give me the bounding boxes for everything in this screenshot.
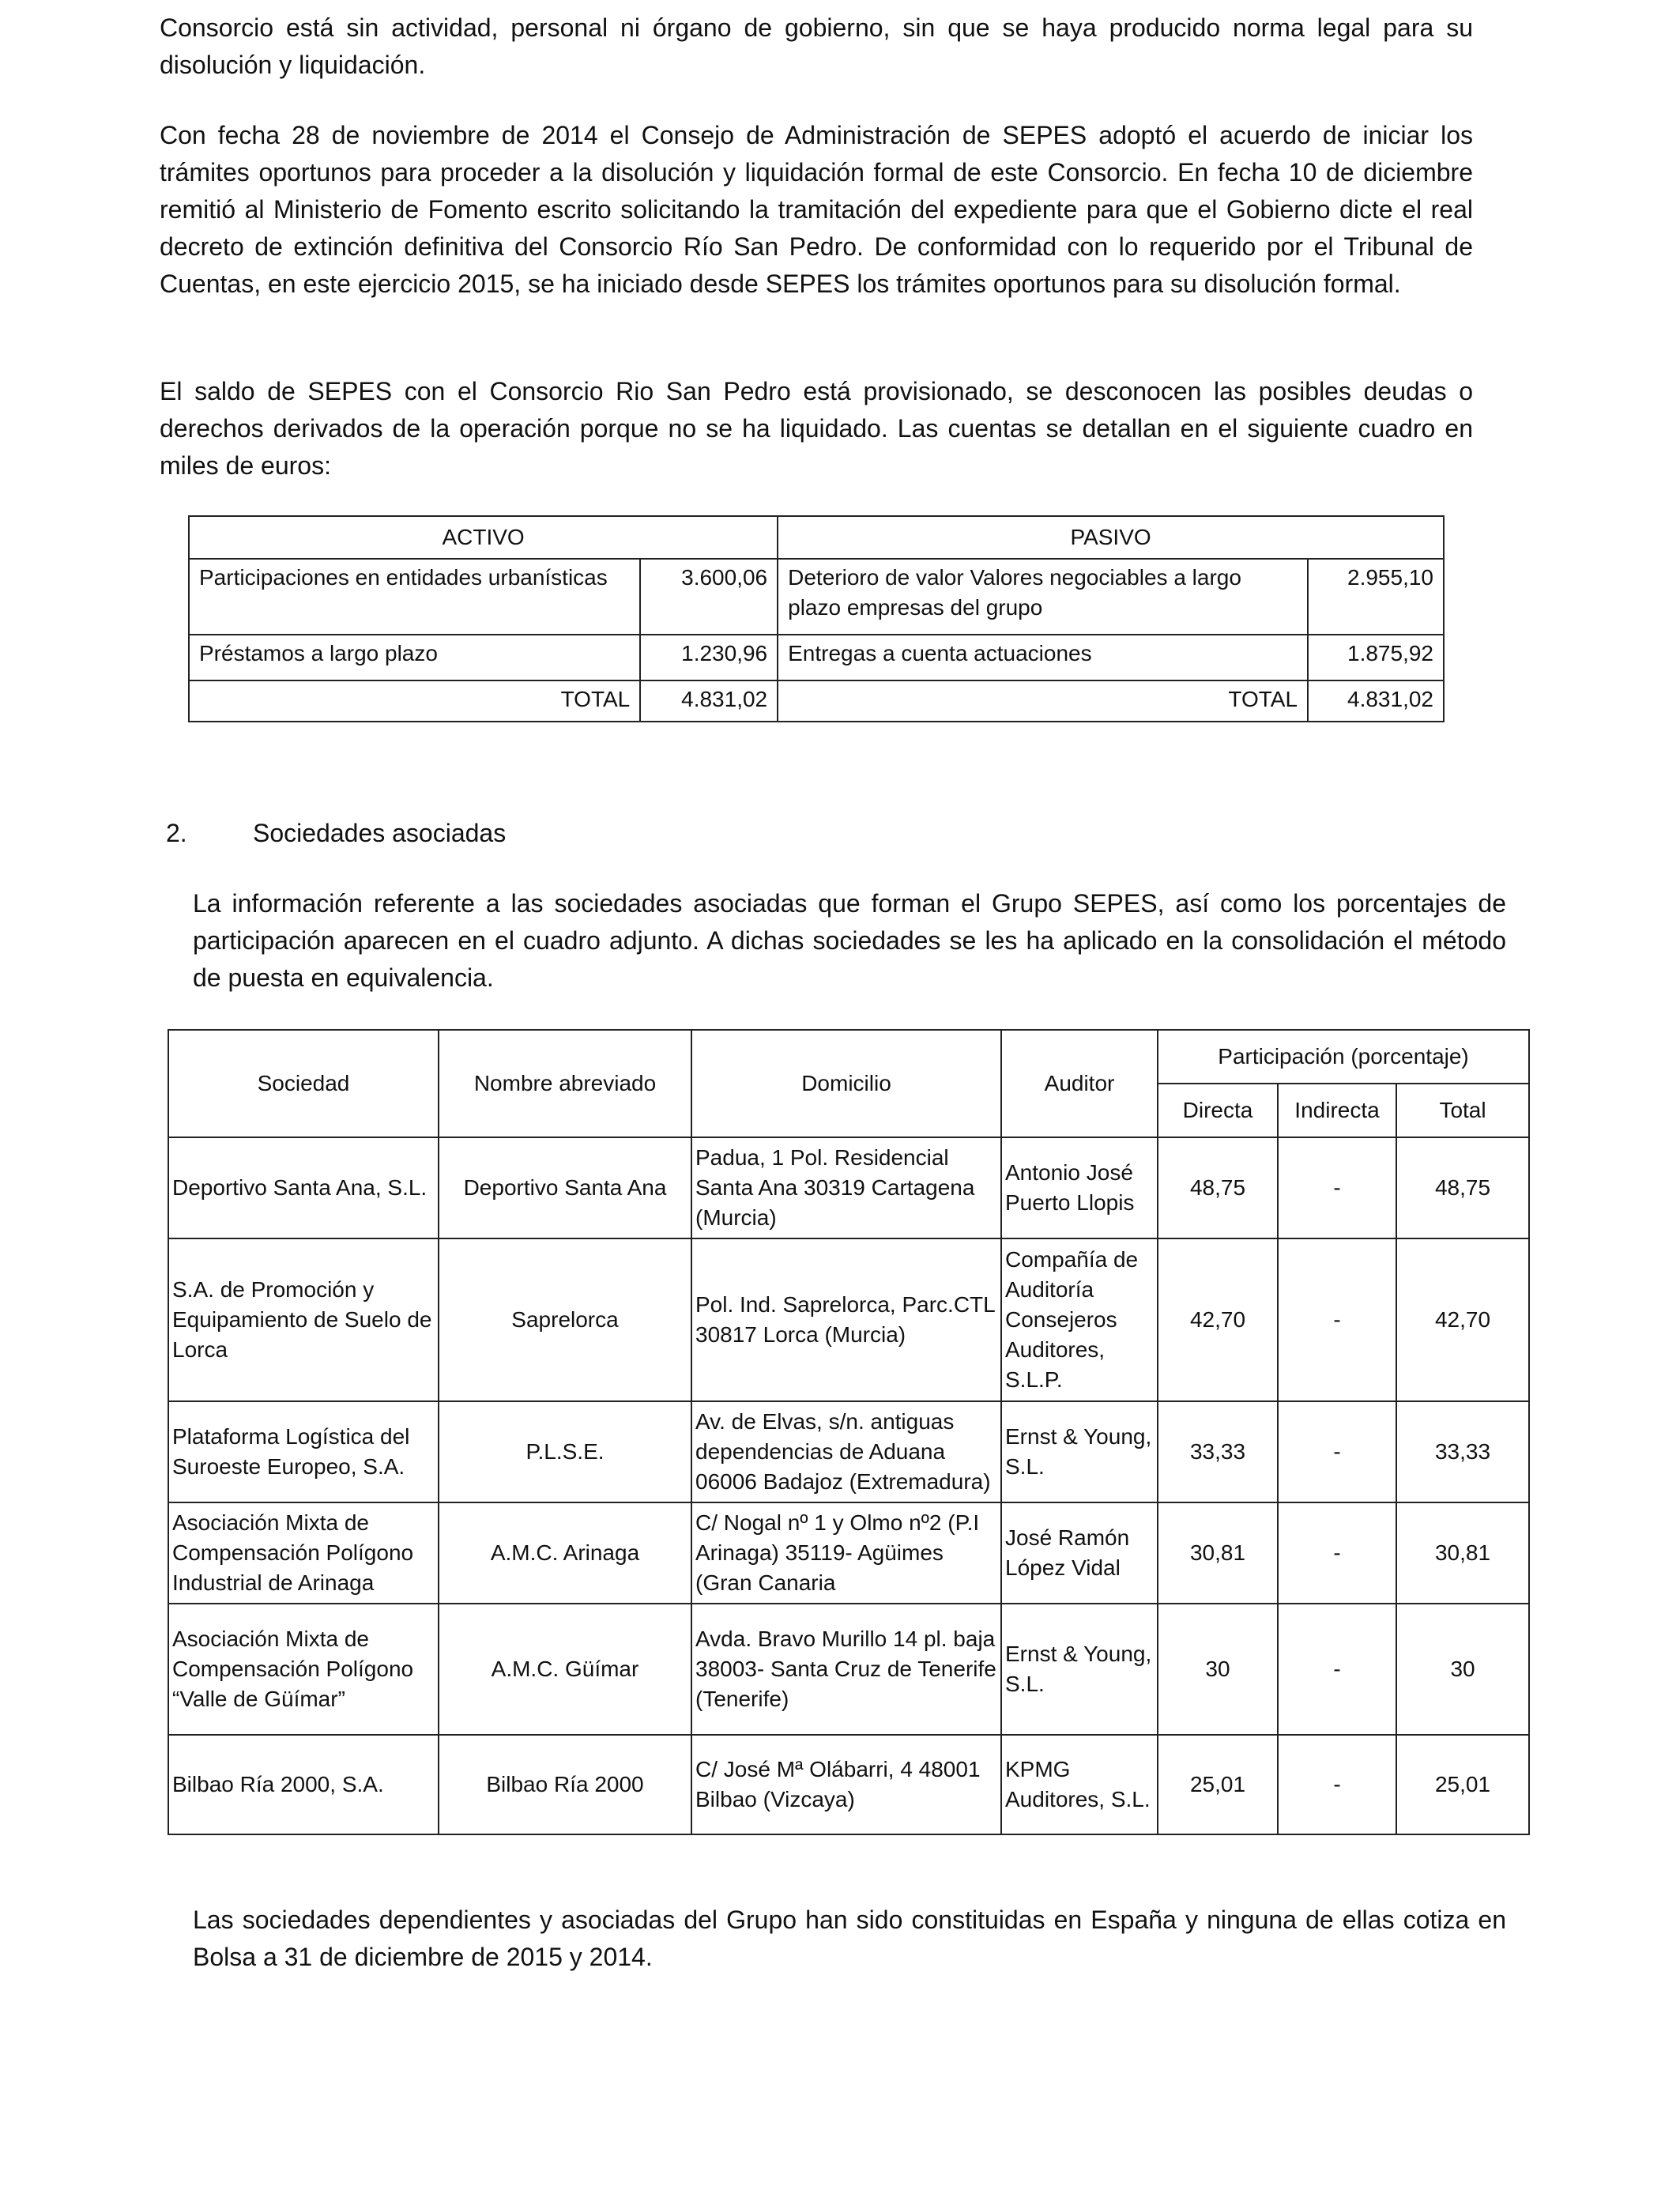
cell-nombre: P.L.S.E. <box>439 1401 691 1502</box>
cell-indirecta: - <box>1278 1502 1396 1604</box>
activo-value: 3.600,06 <box>640 559 778 635</box>
cell-sociedad: Asociación Mixta de Compensación Polígono Industrial de Arinaga <box>168 1502 439 1604</box>
pasivo-header: PASIVO <box>778 516 1444 559</box>
cell-total: 30,81 <box>1396 1502 1529 1604</box>
pasivo-total-label: TOTAL <box>778 680 1308 722</box>
pasivo-value: 2.955,10 <box>1308 559 1444 635</box>
header-participacion: Participación (porcentaje) <box>1158 1030 1529 1084</box>
cell-total: 48,75 <box>1396 1137 1529 1238</box>
table-row <box>168 1137 1529 1238</box>
cell-total: 30 <box>1396 1604 1529 1735</box>
pasivo-total-value: 4.831,02 <box>1308 680 1444 722</box>
paragraph-consorcio-status: Consorcio está sin actividad, personal ni órgano de gobierno, sin que se haya producido norma legal para su disolución y liquidación. <box>160 13 1473 79</box>
cell-sociedad: Bilbao Ría 2000, S.A. <box>168 1735 439 1834</box>
cell-nombre: Bilbao Ría 2000 <box>439 1735 691 1834</box>
cell-auditor: Compañía de Auditoría Consejeros Auditores, S.L.P. <box>1001 1238 1158 1401</box>
pasivo-label: Entregas a cuenta actuaciones <box>778 635 1308 680</box>
cell-auditor: Antonio José Puerto Llopis <box>1001 1137 1158 1238</box>
header-total: Total <box>1396 1084 1529 1137</box>
cell-indirecta: - <box>1278 1735 1396 1834</box>
activo-total-value: 4.831,02 <box>640 680 778 722</box>
paragraph-saldo: El saldo de SEPES con el Consorcio Rio San Pedro está provisionado, se desconocen las posibles deudas o derechos derivados de la operación porque no se ha liquidado. Las cuentas se detallan en el siguiente cuadro en miles de euros: <box>160 377 1473 480</box>
header-domicilio: Domicilio <box>691 1030 1001 1137</box>
section-number: 2. <box>166 819 187 847</box>
header-directa: Directa <box>1158 1084 1278 1137</box>
header-nombre-abreviado: Nombre abreviado <box>439 1030 691 1137</box>
cell-auditor: Ernst & Young, S.L. <box>1001 1604 1158 1735</box>
cell-domicilio: Av. de Elvas, s/n. antiguas dependencias de Aduana 06006 Badajoz (Extremadura) <box>691 1401 1001 1502</box>
activo-header: ACTIVO <box>189 516 778 559</box>
paragraph-constitucion: Las sociedades dependientes y asociadas del Grupo han sido constituidas en España y ninguna de ellas cotiza en Bolsa a 31 de diciembre de 2015 y 2014. <box>193 1906 1506 1971</box>
pasivo-label: Deterioro de valor Valores negociables a largo plazo empresas del grupo <box>778 559 1308 635</box>
table-row <box>168 1401 1529 1502</box>
cell-domicilio: Padua, 1 Pol. Residencial Santa Ana 30319 Cartagena (Murcia) <box>691 1137 1001 1238</box>
cell-nombre: Deportivo Santa Ana <box>439 1137 691 1238</box>
cell-nombre: Saprelorca <box>439 1238 691 1401</box>
cell-total: 42,70 <box>1396 1238 1529 1401</box>
table-row <box>168 1735 1529 1834</box>
section-title: Sociedades asociadas <box>253 819 507 847</box>
cell-total: 33,33 <box>1396 1401 1529 1502</box>
cell-directa: 25,01 <box>1158 1735 1278 1834</box>
activo-value: 1.230,96 <box>640 635 778 680</box>
cell-directa: 30,81 <box>1158 1502 1278 1604</box>
activo-label: Préstamos a largo plazo <box>189 635 640 680</box>
activo-total-label: TOTAL <box>189 680 640 722</box>
cell-domicilio: Avda. Bravo Murillo 14 pl. baja 38003- Santa Cruz de Tenerife (Tenerife) <box>691 1604 1001 1735</box>
cell-sociedad: Deportivo Santa Ana, S.L. <box>168 1137 439 1238</box>
cell-sociedad: Plataforma Logística del Suroeste Europeo, S.A. <box>168 1401 439 1502</box>
balance-table <box>188 515 1445 722</box>
cell-nombre: A.M.C. Arinaga <box>439 1502 691 1604</box>
cell-auditor: Ernst & Young, S.L. <box>1001 1401 1158 1502</box>
header-auditor: Auditor <box>1001 1030 1158 1137</box>
cell-directa: 30 <box>1158 1604 1278 1735</box>
sociedades-table <box>168 1029 1530 1835</box>
cell-auditor: KPMG Auditores, S.L. <box>1001 1735 1158 1834</box>
cell-domicilio: C/ José Mª Olábarri, 4 48001 Bilbao (Vizcaya) <box>691 1735 1001 1834</box>
cell-indirecta: - <box>1278 1604 1396 1735</box>
table-row <box>168 1502 1529 1604</box>
header-sociedad: Sociedad <box>168 1030 439 1137</box>
cell-indirecta: - <box>1278 1238 1396 1401</box>
activo-label: Participaciones en entidades urbanísticas <box>189 559 640 635</box>
cell-domicilio: C/ Nogal nº 1 y Olmo nº2 (P.I Arinaga) 35119- Agüimes (Gran Canaria <box>691 1502 1001 1604</box>
cell-directa: 48,75 <box>1158 1137 1278 1238</box>
table-row <box>168 1604 1529 1735</box>
cell-indirecta: - <box>1278 1401 1396 1502</box>
cell-sociedad: S.A. de Promoción y Equipamiento de Suelo de Lorca <box>168 1238 439 1401</box>
cell-sociedad: Asociación Mixta de Compensación Polígono “Valle de Güímar” <box>168 1604 439 1735</box>
cell-auditor: José Ramón López Vidal <box>1001 1502 1158 1604</box>
section-heading <box>166 816 506 850</box>
cell-directa: 42,70 <box>1158 1238 1278 1401</box>
table-row <box>168 1238 1529 1401</box>
paragraph-sociedades-info: La información referente a las sociedades asociadas que forman el Grupo SEPES, así como los porcentajes de participación aparecen en el cuadro adjunto. A dichas sociedades se les ha aplicado en la consolidación el método de puesta en equivalencia. <box>193 889 1506 992</box>
cell-directa: 33,33 <box>1158 1401 1278 1502</box>
cell-nombre: A.M.C. Güímar <box>439 1604 691 1735</box>
header-indirecta: Indirecta <box>1278 1084 1396 1137</box>
paragraph-disolucion: Con fecha 28 de noviembre de 2014 el Consejo de Administración de SEPES adoptó el acuerdo de iniciar los trámites oportunos para proceder a la disolución y liquidación formal de este Consorcio. En fecha 10 de diciembre remitió al Ministerio de Fomento escrito solicitando la tramitación del expediente para que el Gobierno dicte el real decreto de extinción definitiva del Consorcio Río San Pedro. De conformidad con lo requerido por el Tribunal de Cuentas, en este ejercicio 2015, se ha iniciado desde SEPES los trámites oportunos para su disolución formal. <box>160 121 1473 298</box>
cell-indirecta: - <box>1278 1137 1396 1238</box>
cell-total: 25,01 <box>1396 1735 1529 1834</box>
pasivo-value: 1.875,92 <box>1308 635 1444 680</box>
cell-domicilio: Pol. Ind. Saprelorca, Parc.CTL 30817 Lorca (Murcia) <box>691 1238 1001 1401</box>
